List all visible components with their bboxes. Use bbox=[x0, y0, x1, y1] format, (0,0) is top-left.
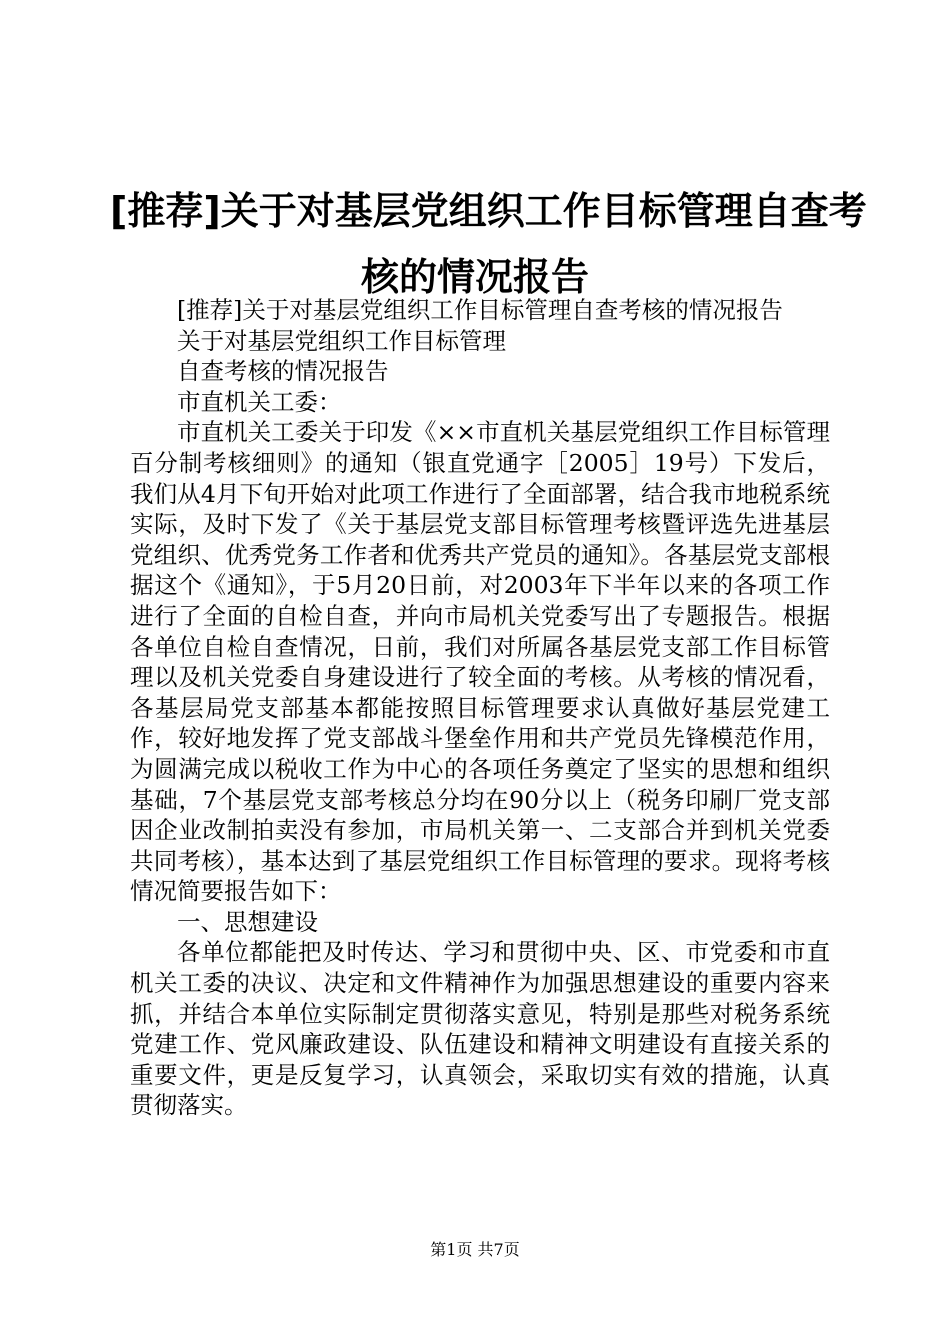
document-title bbox=[110, 178, 867, 310]
document-body bbox=[130, 295, 830, 1121]
paragraph-subtitle-1: 关于对基层党组织工作目标管理 bbox=[177, 326, 506, 355]
paragraph-main: 市直机关工委关于印发《××市直机关基层党组织工作目标管理百分制考核细则》的通知（银直党通字［2005］19号）下发后，我们从4月下旬开始对此项工作进行了全面部署，结合我市地税系统实际，及时下发了《关于基层党支部目标管理考核暨评选先进基层党组织、优秀党务工作者和优秀共产党员的通知》。各基层党支部根据这个《通知》，于5月20日前，对2003年下半年以来的各项工作进行了全面的自检自查，并向市局机关党委写出了专题报告。根据各单位自检自查情况，日前，我们对所属各基层党支部工作目标管理以及机关党委自身建设进行了较全面的考核。从考核的情况看，各基层局党支部基本都能按照目标管理要求认真做好基层党建工作，较好地发挥了党支部战斗堡垒作用和共产党员先锋模范作用，为圆满完成以税收工作为中心的各项任务奠定了坚实的思想和组织基础，7个基层党支部考核总分均在90分以上（税务印刷厂党支部因企业改制拍卖没有参加，市局机关第一、二支部合并到机关党委共同考核），基本达到了基层党组织工作目标管理的要求。现将考核情况简要报告如下： bbox=[130, 418, 830, 906]
paragraph-subtitle-2: 自查考核的情况报告 bbox=[177, 357, 389, 386]
section-heading-ideology: 一、思想建设 bbox=[177, 907, 318, 936]
title-line-2: 核的情况报告 bbox=[360, 255, 589, 299]
paragraph-ideology: 各单位都能把及时传达、学习和贯彻中央、区、市党委和市直机关工委的决议、决定和文件精神作为加强思想建设的重要内容来抓，并结合本单位实际制定贯彻落实意见，特别是那些对税务系统党建工作、党风廉政建设、队伍建设和精神文明建设有直接关系的重要文件，更是反复学习，认真领会，采取切实有效的措施，认真贯彻落实。 bbox=[130, 938, 830, 1120]
paragraph-addressee: 市直机关工委： bbox=[177, 387, 342, 416]
paragraph-heading-repeat: [推荐]关于对基层党组织工作目标管理自查考核的情况报告 bbox=[177, 296, 783, 324]
title-line-1: [推荐]关于对基层党组织工作目标管理自查考 bbox=[110, 189, 867, 233]
page-footer: 第1页 共7页 bbox=[430, 1240, 520, 1259]
